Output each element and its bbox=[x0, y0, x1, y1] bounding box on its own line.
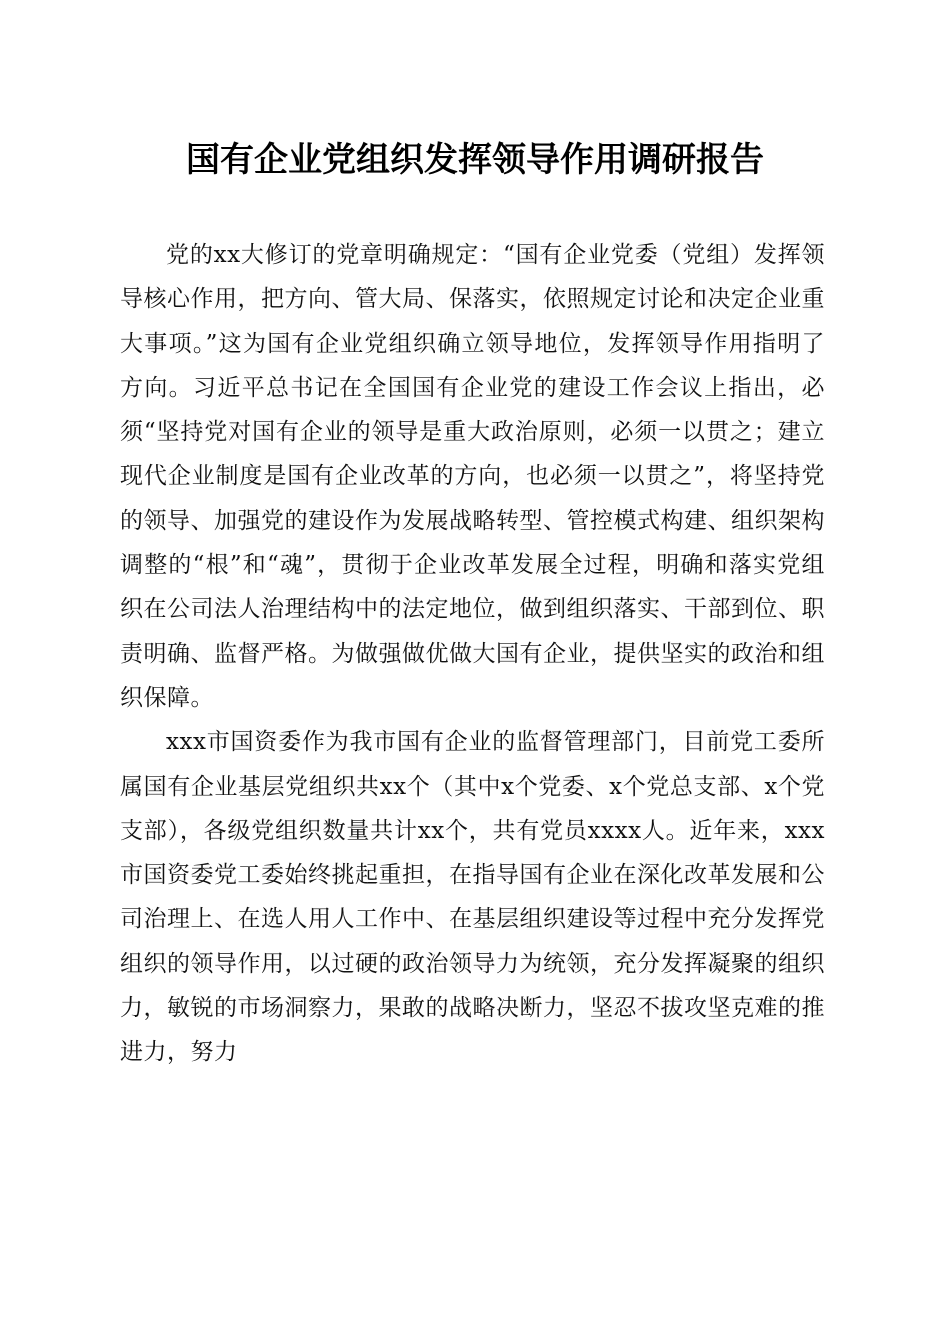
body-paragraph-2: xxx市国资委作为我市国有企业的监督管理部门，目前党工委所属国有企业基层党组织共xx个（其中x个党委、x个党总支部、x个党支部），各级党组织数量共计xx个，共有党员xxxx人。近年来，xxx市国资委党工委始终挑起重担，在指导国有企业在深化改革发展和公司治理上、在选人用人工作中、在基层组织建设等过程中充分发挥党组织的领导作用，以过硬的政治领导力为统领，充分发挥凝聚的组织力，敏锐的市场洞察力，果敢的战略决断力，坚忍不拔攻坚克难的推进力，努力 bbox=[120, 729, 825, 1066]
document-title: 国有企业党组织发挥领导作用调研报告 bbox=[186, 140, 764, 180]
body-paragraph-1: 党的xx大修订的党章明确规定：“国有企业党委（党组）发挥领导核心作用，把方向、管大局、保落实，依照规定讨论和决定企业重大事项。”这为国有企业党组织确立领导地位，发挥领导作用指明了方向。习近平总书记在全国国有企业党的建设工作会议上指出，必须“坚持党对国有企业的领导是重大政治原则，必须一以贯之；建立现代企业制度是国有企业改革的方向，也必须一以贯之”，将坚持党的领导、加强党的建设作为发展战略转型、管控模式构建、组织架构调整的“根”和“魂”，贯彻于企业改革发展全过程，明确和落实党组织在公司法人治理结构中的法定地位，做到组织落实、干部到位、职责明确、监督严格。为做强做优做大国有企业，提供坚实的政治和组织保障。 bbox=[120, 242, 825, 711]
document-body bbox=[120, 233, 825, 1075]
